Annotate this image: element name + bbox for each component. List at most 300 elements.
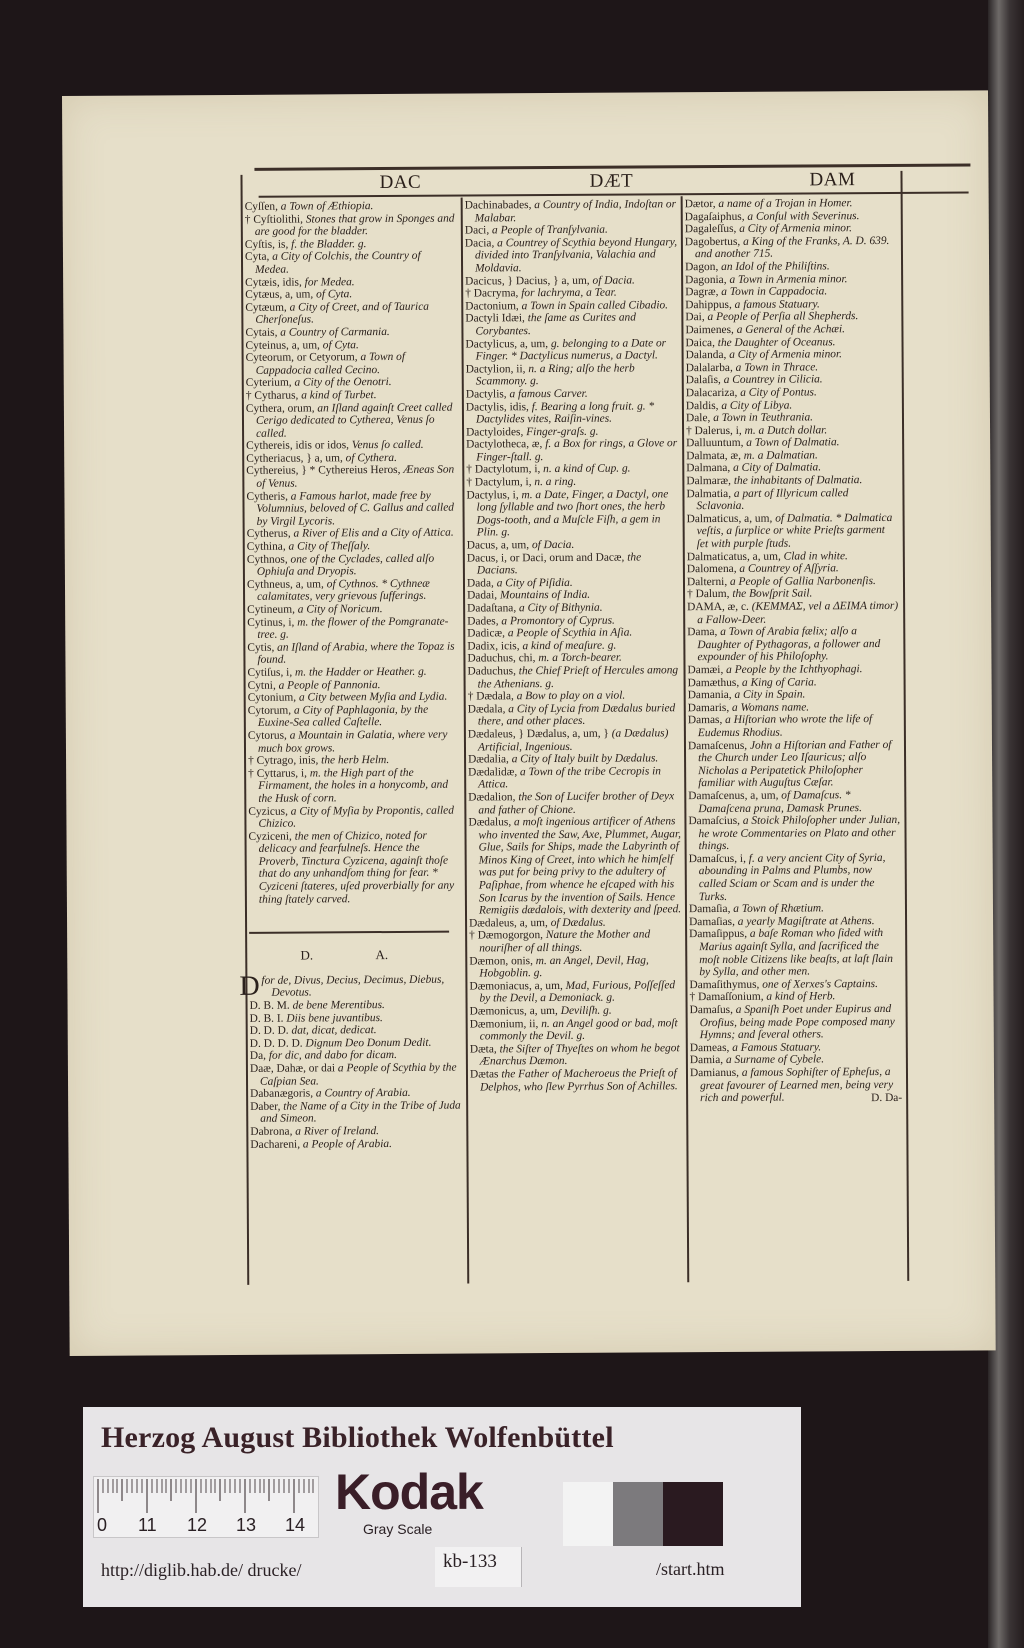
dictionary-entry bbox=[469, 929, 685, 956]
headword: Cyta, bbox=[244, 251, 270, 264]
dictionary-column-2 bbox=[465, 198, 686, 1093]
definition: for lachryma, a Tear. bbox=[518, 286, 617, 300]
headword: † Cyttarus, i, bbox=[248, 767, 308, 780]
headword: Daæ, Dahæ, or dai bbox=[249, 1062, 336, 1075]
definition: a City of the Oenotri. bbox=[291, 376, 392, 389]
dictionary-entry bbox=[247, 615, 459, 641]
dictionary-entry bbox=[470, 1017, 686, 1044]
headword: Daldis, bbox=[685, 399, 719, 412]
headword: Cytiſus, i, bbox=[247, 666, 293, 679]
dictionary-entry bbox=[467, 551, 683, 578]
definition: for Medea. bbox=[301, 275, 355, 289]
section-title bbox=[269, 949, 419, 963]
headword: Dæmonicus, a, um, bbox=[469, 1004, 558, 1018]
ruler-number: 13 bbox=[236, 1515, 257, 1535]
definition: f. a Box for rings, a Glove or Finger-ſtall. g. bbox=[476, 437, 678, 464]
headword: Dæmon, onis, bbox=[469, 954, 533, 968]
dictionary-entry bbox=[690, 1003, 902, 1042]
definition: the Son of Lucifer brother of Deyx and father of Chione. bbox=[478, 790, 675, 816]
definition: a People of Gallia Narbonenſis. bbox=[727, 574, 876, 588]
column-rule-right bbox=[900, 171, 909, 1281]
ruler-number: 0 bbox=[97, 1515, 108, 1535]
definition: an Iſland of Arabia, where the Topaz is found. bbox=[257, 640, 455, 667]
headword: † Dacryma, bbox=[465, 287, 519, 300]
definition: a Womans name. bbox=[729, 701, 810, 714]
dictionary-entry bbox=[248, 703, 460, 729]
headword: Dactylion, ii, bbox=[465, 362, 526, 376]
headword: Dalanda, bbox=[685, 349, 727, 362]
headword: Dalmata, æ, bbox=[686, 449, 741, 463]
definition: m. the flower of the Pomgranate-tree. g. bbox=[257, 615, 449, 642]
definition: for de, Divus, Decius, Decimus, Diebus, Devotus. bbox=[261, 973, 445, 1000]
dictionary-entry bbox=[250, 1062, 462, 1088]
headword: DAMA, æ, c. bbox=[687, 600, 749, 614]
section-divider bbox=[249, 931, 449, 934]
definition: a People of Perſia all Shepherds. bbox=[704, 310, 859, 324]
dictionary-entry bbox=[465, 337, 681, 364]
headword: D. D. D. D. bbox=[249, 1037, 303, 1050]
dictionary-entry bbox=[247, 552, 459, 578]
headword: Cytæis, idis, bbox=[245, 276, 302, 289]
headword: Dagon, bbox=[685, 260, 719, 274]
definition: a People of Tranſylvania. bbox=[489, 223, 608, 237]
headword: † Cytrago, inis, bbox=[248, 754, 319, 768]
headword: Dædalus, bbox=[468, 816, 512, 829]
dictionary-entry bbox=[689, 927, 901, 979]
definition: a River of Elis and a City of Attica. bbox=[290, 527, 454, 541]
definition: the Name of a City in the Tribe of Juda and Simeon. bbox=[260, 1099, 461, 1126]
headword: † Dæmogorgon, bbox=[469, 929, 544, 942]
definition: (a Dædalus) Artificial, Ingenious. bbox=[477, 727, 669, 754]
dictionary-entry bbox=[688, 789, 900, 815]
headword: Daduchus, bbox=[467, 665, 516, 678]
definition: a Town in Armenia minor. bbox=[726, 272, 848, 286]
headword: Cytais, bbox=[245, 326, 278, 339]
measurement-ruler bbox=[93, 1476, 319, 1538]
dictionary-entry bbox=[689, 852, 901, 904]
headword: Cyziceni, bbox=[248, 830, 292, 843]
headword: Cyteinus, a, um, bbox=[245, 338, 320, 352]
ruler-number: 12 bbox=[187, 1515, 208, 1535]
headword: Dagaleſſus, bbox=[684, 223, 737, 236]
headword: Dactonium, bbox=[465, 299, 519, 313]
headword: Dada, bbox=[466, 577, 494, 590]
headword: Damaſus, bbox=[689, 1003, 733, 1017]
headword: Dabrona, bbox=[250, 1125, 293, 1138]
headword: Dachareni, bbox=[250, 1138, 301, 1151]
headword: Dalaſis, bbox=[685, 374, 721, 387]
definition: n. a Ring; alſo the herb Scammony. g. bbox=[475, 362, 635, 388]
dictionary-entry bbox=[689, 978, 901, 992]
definition: a Town in Thrace. bbox=[732, 361, 819, 374]
definition: a part of Illyricum called Sclavonia. bbox=[696, 486, 849, 513]
definition: a Country of Arabia. bbox=[313, 1087, 411, 1100]
headword: † Dactylotum, i, bbox=[466, 463, 541, 477]
definition: a Town of Arabia fælix; alſo a Daughter of Pythagoras, a follower and expounder of his Philoſophy. bbox=[697, 625, 881, 664]
definition: of Dædalus. bbox=[547, 916, 606, 929]
dictionary-entry bbox=[688, 713, 900, 739]
definition: a kind of Herb. bbox=[763, 990, 836, 1004]
dictionary-entry bbox=[246, 351, 458, 377]
headword: Damaſia, bbox=[688, 903, 731, 916]
definition: a Country of India, Indoſtan or Malabar. bbox=[474, 198, 677, 225]
definition: a Bow to play on a viol. bbox=[513, 689, 626, 703]
definition: John a Hiſtorian and Father of the Church under Leo Iſauricus; alſo Nicholas a Peripatetick Philoſopher familiar with Auguſtus Cæſar. bbox=[698, 738, 892, 790]
headword: † Damaſſonium, bbox=[689, 991, 764, 1004]
dictionary-entry bbox=[465, 236, 681, 275]
headword: Dædalia, bbox=[468, 753, 509, 766]
dictionary-entry bbox=[468, 765, 684, 792]
definition: m. a Dalmatian. bbox=[740, 449, 818, 462]
headword: Cytorum, bbox=[247, 704, 292, 717]
headword: Dachinabades, bbox=[464, 199, 532, 212]
dictionary-entry bbox=[245, 212, 457, 238]
dictionary-entry bbox=[247, 527, 459, 541]
definition: a General of the Achæi. bbox=[733, 323, 846, 336]
scan-target-card bbox=[83, 1407, 801, 1607]
dictionary-entry bbox=[470, 1067, 686, 1094]
dictionary-entry bbox=[250, 1137, 462, 1151]
section-title-letter: A. bbox=[375, 947, 389, 963]
definition: the Dacians. bbox=[476, 551, 642, 577]
definition: Diis bene juvantibus. bbox=[283, 1011, 383, 1025]
definition: a City between Myſia and Lydia. bbox=[296, 690, 448, 704]
definition: of Dalmatia. * Dalmatica veſtis, a ſurplice or white Prieſts garment ſet with purple ſtuds. bbox=[696, 511, 893, 551]
headword: Dameas, bbox=[689, 1041, 730, 1054]
headword: Damæthus, bbox=[687, 676, 740, 689]
definition: a kind of meaſure. g. bbox=[519, 639, 617, 652]
definition: a City of Noricum. bbox=[294, 603, 383, 616]
dictionary-entry bbox=[686, 487, 898, 513]
definition: a Country of Carmania. bbox=[277, 325, 390, 339]
dictionary-entry bbox=[467, 664, 683, 691]
headword: Cytis, bbox=[247, 641, 275, 654]
dictionary-column-1 bbox=[239, 200, 463, 1151]
definition: Mad, Furious, Poſſeſſed by the Devil, a Demoniack. g. bbox=[479, 979, 676, 1005]
definition: a famous Sophiſter of Epheſus, a great favourer of Learned men, being very rich and powerful. bbox=[700, 1065, 894, 1105]
definition: the ſame as Curites and Corybantes. bbox=[475, 311, 636, 338]
definition: a Town in Teuthrania. bbox=[710, 411, 814, 425]
dictionary-entry bbox=[248, 729, 460, 755]
definition: a City of Bithynia. bbox=[516, 601, 603, 615]
headword: Cytheris, bbox=[246, 490, 288, 503]
headword: Dalterni, bbox=[686, 575, 728, 589]
dictionary-entry bbox=[466, 400, 682, 427]
definition: m. a Date, Finger, a Dactyl, one long ſyllable and two ſhort ones, the herb Dogs-tooth, and a Muſcle Fiſh, a gem in Plin. g. bbox=[476, 487, 669, 539]
definition: a People by the Ichthyophagi. bbox=[723, 663, 863, 676]
definition: a People of Scythia in Aſia. bbox=[504, 626, 633, 640]
headword: Cythnos, bbox=[246, 553, 288, 566]
headword: Dalmaticus, a, um, bbox=[686, 512, 773, 526]
definition: a name of a Trojan in Homer. bbox=[715, 197, 853, 211]
headword: Daica, bbox=[685, 336, 715, 349]
definition: a City of Libya. bbox=[718, 399, 793, 412]
gray-swatch-mid bbox=[613, 1482, 663, 1546]
dictionary-entry bbox=[687, 575, 899, 589]
headword: Dalmatia, bbox=[686, 487, 732, 500]
dictionary-entry bbox=[250, 1036, 462, 1050]
dictionary-entry bbox=[466, 488, 682, 540]
headword: † Cyſtiolithi, bbox=[244, 213, 304, 226]
headword: Dalalarba, bbox=[685, 361, 733, 374]
definition: a River of Ireland. bbox=[292, 1125, 380, 1138]
definition: of Cyta. bbox=[319, 338, 359, 351]
headword: Daduchus, chi, bbox=[467, 652, 536, 665]
headword: Dædalion, bbox=[468, 791, 516, 804]
definition: (ΚΕΜΜΑΣ, vel a ΔΕΙΜΑ timor) a Fallow-Deer. bbox=[697, 599, 899, 626]
url-prefix: http://diglib.hab.de/ drucke/ bbox=[101, 1560, 302, 1580]
definition: the herb Helm. bbox=[318, 754, 390, 767]
headword: Dactyloides, bbox=[466, 425, 524, 439]
catchword: D. Da- bbox=[871, 1091, 903, 1104]
definition: a City of Lycia from Dædalus buried there, and other places. bbox=[477, 702, 676, 728]
headword: Dalmana, bbox=[686, 462, 731, 475]
ruler-number: 14 bbox=[285, 1515, 306, 1535]
definition: a Famous Statuary. bbox=[729, 1041, 822, 1054]
definition: a Town in Spain called Cibadio. bbox=[518, 299, 669, 312]
definition: one of the Cyclades, called alſo Ophiuſa and Dryopis. bbox=[256, 552, 435, 579]
definition: a City of Piſidia. bbox=[493, 576, 573, 590]
headword: Cyzicus, bbox=[248, 805, 288, 818]
headword: Cythina, bbox=[246, 540, 286, 553]
definition: the Chief Prieſt of Hercules among the Athenians. g. bbox=[477, 664, 679, 691]
headword: Dacicus, } Dacius, } a, um, bbox=[465, 274, 590, 288]
gray-swatch-black bbox=[663, 1482, 723, 1546]
headword: Dalluuntum, bbox=[686, 437, 744, 450]
dictionary-entry bbox=[239, 970, 461, 1002]
dictionary-entry bbox=[247, 577, 459, 603]
headword: Cythera, orum, bbox=[245, 401, 315, 415]
headword: Dale, bbox=[685, 412, 711, 425]
definition: a Countrey in Cilicia. bbox=[720, 373, 823, 387]
definition: a King of the Franks, A. D. 639. and another 715. bbox=[694, 234, 890, 261]
shelfmark-code: kb-133 bbox=[443, 1551, 497, 1572]
definition: a City of Armenia minor. bbox=[736, 222, 853, 236]
headword: Damania, bbox=[687, 689, 732, 702]
definition: a Town of the tribe Cecropis in Attica. bbox=[478, 765, 661, 791]
dictionary-entry bbox=[248, 766, 460, 805]
headword: Dædaleus, a, um, bbox=[469, 916, 548, 930]
definition: dat, dicat, dedicat. bbox=[288, 1024, 377, 1037]
definition: de bene Merentibus. bbox=[289, 999, 385, 1012]
definition: m. a Torch-bearer. bbox=[535, 651, 622, 665]
definition: an Idol of the Philiſtins. bbox=[718, 260, 830, 273]
definition: of Cyta. bbox=[313, 288, 353, 301]
headword: Cytorus, bbox=[247, 729, 287, 742]
dictionary-entry bbox=[468, 815, 685, 917]
headword: Dactylus, i, bbox=[466, 488, 519, 502]
dictionary-entry bbox=[245, 250, 457, 276]
dictionary-entry bbox=[688, 738, 900, 790]
definition: a Countrey of Aſſyria. bbox=[736, 562, 839, 576]
headword: Dai, bbox=[685, 311, 705, 324]
headword: Cythereis, idis or idos, bbox=[246, 439, 350, 453]
definition: a kind of Turbet. bbox=[298, 388, 377, 402]
definition: a Town in Cappadocia. bbox=[718, 285, 828, 299]
definition: Clad in white. bbox=[780, 549, 848, 563]
headword: Dactyli Idæi, bbox=[465, 312, 525, 325]
dictionary-entry bbox=[248, 829, 460, 906]
definition: a Hiſtorian who wrote the life of Eudemus Rhodius. bbox=[697, 713, 873, 740]
definition: a City of Dalmatia. bbox=[730, 461, 822, 475]
dictionary-entry bbox=[246, 401, 458, 440]
headword: Dabanægoris, bbox=[250, 1087, 314, 1101]
definition: a People of Pannonia. bbox=[275, 678, 381, 692]
definition: of Cythnos. * Cythneæ calamitates, very grievous ſufferings. bbox=[257, 577, 430, 604]
headword: Dactylotheca, æ, bbox=[466, 438, 543, 451]
headword: Dædala, bbox=[467, 703, 506, 716]
definition: n. an Angel good or bad, moſt commonly the Devil. g. bbox=[479, 1016, 678, 1043]
definition: a Stoick Philoſopher under Julian, he wrote Commentaries on Plato and other things. bbox=[698, 813, 901, 853]
definition: Mountains of India. bbox=[497, 589, 591, 602]
definition: of Dacia. bbox=[589, 274, 635, 287]
dictionary-entry bbox=[246, 464, 458, 490]
dictionary-entry bbox=[468, 702, 684, 729]
dictionary-entry bbox=[250, 1099, 462, 1125]
definition: a City of Creet, and of Taurica Cherſoneſus. bbox=[255, 300, 429, 327]
headword: Dadaſtana, bbox=[467, 602, 517, 615]
headword: Cytonium, bbox=[247, 691, 297, 705]
definition: a People of Arabia. bbox=[300, 1137, 392, 1151]
headword: Dades, bbox=[467, 614, 499, 628]
definition: a City of Pontus. bbox=[737, 386, 817, 399]
headword: Cythneus, a, um, bbox=[246, 578, 324, 591]
dictionary-entry bbox=[688, 814, 900, 853]
headword: Dactylis, idis, bbox=[465, 400, 529, 414]
headword: Damaſias, bbox=[689, 915, 735, 929]
dictionary-entry bbox=[687, 600, 899, 626]
headword: Dagonia, bbox=[685, 273, 727, 286]
definition: a yearly Magiſtrate at Athens. bbox=[734, 914, 875, 928]
definition: for dic, and dabo for dicam. bbox=[265, 1049, 398, 1063]
definition: Venus ſo called. bbox=[348, 439, 424, 452]
definition: a Conſul with Severinus. bbox=[744, 209, 860, 223]
definition: a City of Myſia by Propontis, called Chizico. bbox=[258, 804, 454, 830]
definition: the Siſter of Thyeſtes on whom he begot Ænarchus Dæmon. bbox=[479, 1042, 680, 1068]
headword: Cytæus, a, um, bbox=[245, 288, 314, 302]
definition: a City of Armenia minor. bbox=[726, 348, 843, 362]
definition: a Famous harlot, made free by Volumnius, beloved of C. Gallus and called by Virgil Lycoris. bbox=[256, 489, 454, 528]
dictionary-entry bbox=[247, 640, 459, 666]
headword: Cytherus, bbox=[246, 528, 291, 541]
headword: Dacus, a, um, bbox=[466, 539, 530, 552]
definition: one of Xerxes's Captains. bbox=[759, 977, 878, 991]
headword: † Dædala, bbox=[467, 690, 514, 703]
headword: Dagræ, bbox=[685, 286, 719, 299]
drop-cap: D bbox=[239, 970, 260, 1002]
definition: a Mountain in Galatia, where very much box grows. bbox=[257, 728, 448, 755]
headword: Cytheriacus, } a, um, bbox=[246, 452, 343, 465]
headword: Cytineum, bbox=[247, 603, 295, 616]
headword: Cytinus, i, bbox=[247, 616, 295, 629]
gray-scale-label: Gray Scale bbox=[363, 1521, 433, 1537]
definition: a Surname of Cybele. bbox=[723, 1053, 825, 1067]
headword: Dagaſaiphus, bbox=[684, 210, 745, 223]
definition: m. the High part of the Firmament, the holes in a honycomb, and the Husk of corn. bbox=[258, 766, 449, 805]
dictionary-entry bbox=[687, 625, 899, 664]
definition: a City of Italy built by Dædalus. bbox=[508, 752, 659, 766]
ruler-numbers bbox=[94, 1515, 318, 1535]
headword: Dæta, bbox=[469, 1043, 497, 1056]
dictionary-entry bbox=[687, 512, 899, 551]
ruler-number: 11 bbox=[138, 1515, 157, 1535]
definition: a Town of Rhætium. bbox=[730, 902, 825, 916]
definition: a Town of Æthiopia. bbox=[277, 200, 374, 213]
dictionary-entry bbox=[468, 727, 684, 754]
definition: a Town of Cappadocia called Cecino. bbox=[255, 351, 406, 377]
running-head-right: DAM bbox=[809, 169, 856, 191]
headword: Dæmonium, ii, bbox=[469, 1017, 539, 1031]
gray-swatch-white bbox=[563, 1482, 613, 1546]
headword: Dadicæ, bbox=[467, 627, 505, 640]
headword: Dagobertus, bbox=[684, 235, 741, 248]
headword: Dactylicus, a, um, bbox=[465, 337, 549, 351]
headword: Damaſcenus, bbox=[687, 739, 748, 752]
definition: a Promontory of Cyprus. bbox=[498, 614, 615, 627]
headword: Dædalidæ, bbox=[468, 765, 518, 779]
definition: f. a very ancient City of Syria, abounding in Palms and Plumbs, now called Sciam or Scam and is under the Turks. bbox=[698, 851, 886, 903]
headword: Damaſithymus, bbox=[689, 978, 760, 991]
headword: Dalacariza, bbox=[685, 386, 738, 400]
definition: a baſe Roman who ſided with Marius againſt Sylla, and ſacrificed the moſt noble Citizens like beaſts, at laſt ſlain by Sylla, and other men. bbox=[699, 927, 893, 979]
headword: Damæi, bbox=[687, 663, 724, 677]
headword: Daci, bbox=[464, 224, 490, 237]
definition: the Bowſprit Sail. bbox=[729, 587, 813, 601]
definition: of Dacia. bbox=[529, 538, 575, 552]
book-page bbox=[62, 90, 996, 1356]
headword: Dæmoniacus, a, um, bbox=[469, 979, 563, 993]
definition: a City in Spain. bbox=[731, 688, 806, 702]
headword: Cyſtis, is, bbox=[244, 238, 289, 251]
definition: the inhabitants of Dalmatia. bbox=[730, 474, 863, 487]
headword: Cyſſen, bbox=[244, 200, 278, 213]
dictionary-entry bbox=[465, 299, 681, 313]
definition: Dignum Deo Donum Dedit. bbox=[302, 1036, 432, 1050]
dictionary-entry bbox=[468, 790, 684, 817]
definition: a famous Carver. bbox=[506, 387, 588, 401]
headword: D. B. M. bbox=[249, 999, 290, 1012]
running-head-left: DAC bbox=[379, 171, 422, 194]
running-heads bbox=[254, 168, 970, 194]
definition: m. the Hadder or Heather. g. bbox=[292, 665, 427, 679]
headword: Damaſippus, bbox=[689, 928, 748, 941]
headword: Dacus, i, or Daci, orum and Dacæ, bbox=[466, 551, 625, 565]
definition: a Spaniſh Poet under Eupirus and Orofius, being made Pope composed many Hymns; and ſeveral others. bbox=[699, 1002, 895, 1042]
scanner-background-edge bbox=[988, 0, 1024, 1648]
dictionary-entry bbox=[685, 235, 897, 261]
headword: Dalmaticatus, a, um, bbox=[686, 550, 781, 563]
definition: m. a Dutch dollar. bbox=[741, 424, 828, 437]
headword: Dahippus, bbox=[685, 298, 732, 311]
definition: the Daughter of Oceanus. bbox=[714, 335, 836, 349]
definition: g. belonging to a Date or Finger. * Dactylicus numerus, a Dactyl. bbox=[475, 336, 667, 363]
dictionary-entry bbox=[465, 198, 681, 225]
headword: Damaſcus, i, bbox=[688, 852, 746, 866]
definition: a People of Scythia by the Caſpian Sea. bbox=[259, 1061, 457, 1088]
section-title-letter: D. bbox=[300, 947, 314, 963]
definition: n. a kind of Cup. g. bbox=[540, 463, 631, 476]
headword: † Dalum, bbox=[687, 588, 730, 601]
dictionary-entry bbox=[469, 954, 685, 981]
definition: the men of Chizico, noted for delicacy and fearfulneſs. Hence the Proverb, Tinctura Cyzicena, againſt thoſe that do any unhandſom thing for fear. * Cyziceni ſtateres, uſed proverbially for any thing ſtately carved. bbox=[258, 829, 455, 906]
headword: Dalomena, bbox=[686, 563, 737, 576]
headword: Cyteorum, or Cetyorum, bbox=[245, 351, 358, 365]
definition: an Iſland againſt Creet called Cerigo dedicated to Cytherea, Venus ſo called. bbox=[255, 401, 453, 440]
headword: Dadai, bbox=[467, 589, 498, 602]
headword: Da, bbox=[249, 1050, 267, 1063]
headword: Damaſcenus, a, um, bbox=[688, 789, 779, 803]
definition: Æneas Son of Venus. bbox=[256, 464, 455, 490]
